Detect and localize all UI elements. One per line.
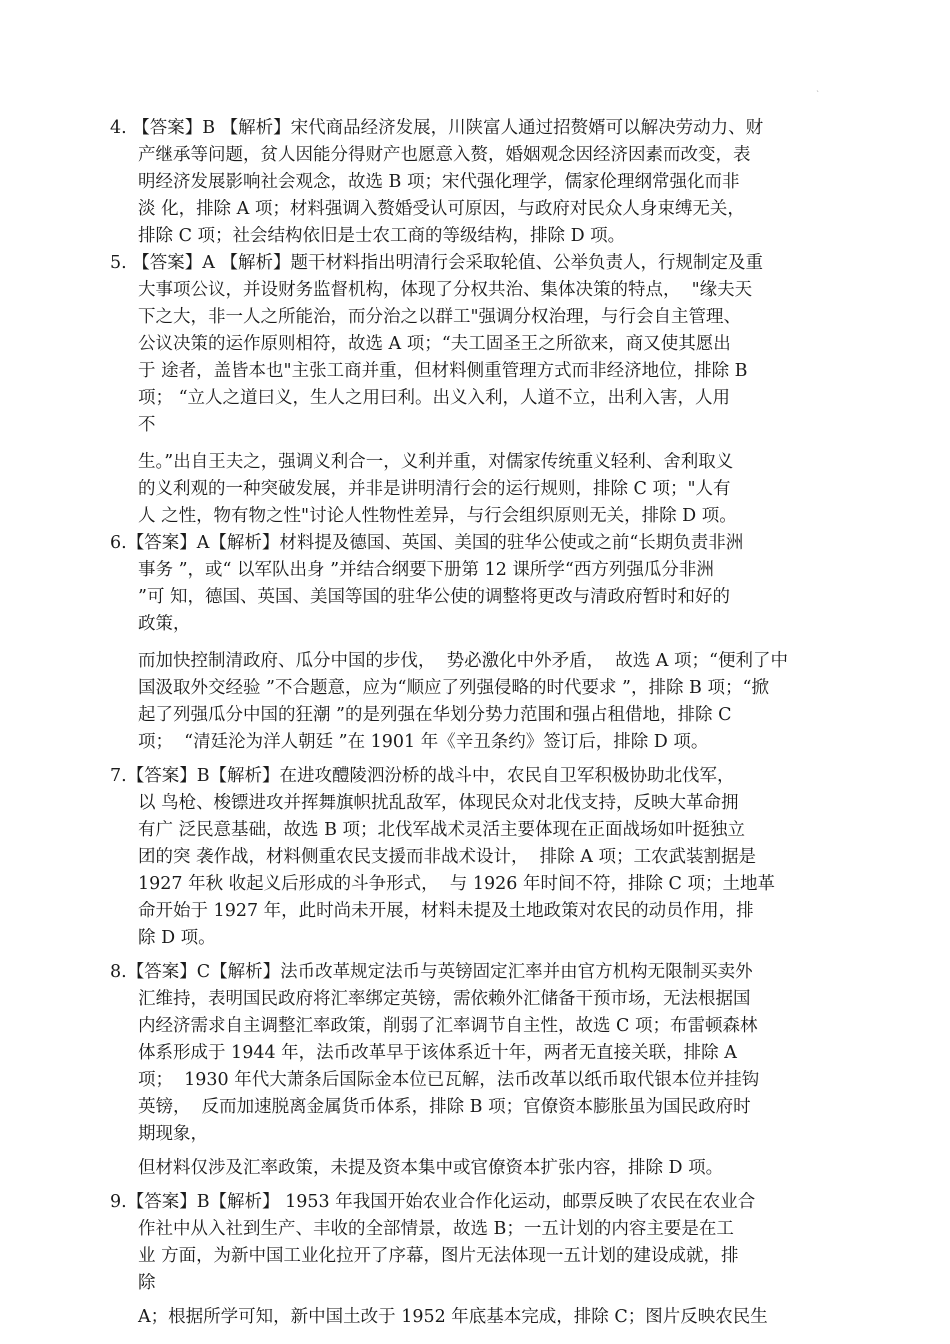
- text-line: 4. 【答案】B 【解析】宋代商品经济发展，川陕富人通过招赘婿可以解决劳动力、财: [110, 118, 764, 138]
- text-line: 内经济需求自主调整汇率政策，削弱了汇率调节自主性，故选 C 项；布雷顿森林: [138, 1016, 758, 1036]
- text-line: 除 D 项。: [138, 928, 216, 948]
- text-line: 以 鸟枪、梭镖进攻并挥舞旗帜扰乱敌军，体现民众对北伐支持，反映大革命拥: [138, 793, 739, 813]
- text-line: 5. 【答案】A 【解析】题干材料指出明清行会采取轮值、公举负责人，行规制定及重: [110, 253, 763, 273]
- text-line: 明经济发展影响社会观念，故选 B 项；宋代强化理学，儒家伦理纲常强化而非: [138, 172, 740, 192]
- text-line: 事务 ”，或“ 以军队出身 ”并结合纲要下册第 12 课所学“西方列强瓜分非洲: [138, 560, 714, 580]
- text-line: 9.【答案】B【解析】 1953 年我国开始农业合作化运动，邮票反映了农民在农业合: [110, 1192, 756, 1212]
- text-line: 命开始于 1927 年，此时尚未开展，材料未提及土地政策对农民的动员作用，排: [138, 901, 754, 921]
- text-line: 公议决策的运作原则相符，故选 A 项；“夫工固圣王之所欲来，商又使其愿出: [138, 334, 731, 354]
- text-line: 项； “清廷沦为洋人朝廷 ”在 1901 年《辛丑条约》签订后，排除 D 项。: [138, 732, 709, 752]
- text-line: 政策，: [138, 614, 191, 634]
- text-line: 7.【答案】B【解析】在进攻醴陵泗汾桥的战斗中，农民自卫军积极协助北伐军，: [110, 766, 735, 786]
- text-line: 淡 化，排除 A 项；材料强调入赘婚受认可原因，与政府对民众人身束缚无关，: [138, 199, 745, 219]
- text-line: 英镑， 反而加速脱离金属货币体系，排除 B 项；官僚资本膨胀虽为国民政府时: [138, 1097, 751, 1117]
- text-line: 团的突 袭作战，材料侧重农民支援而非战术设计， 排除 A 项；工农武装割据是: [138, 847, 756, 867]
- text-line: 期现象，: [138, 1124, 208, 1144]
- text-line: 汇维持，表明国民政府将汇率绑定英镑，需依赖外汇储备干预市场，无法根据国: [138, 989, 751, 1009]
- text-line: 体系形成于 1944 年，法币改革早于该体系近十年，两者无直接关联，排除 A: [138, 1043, 737, 1063]
- text-line: 项； 1930 年代大萧条后国际金本位已瓦解，法币改革以纸币取代银本位并挂钩: [138, 1070, 760, 1090]
- text-line: 项； “立人之道曰义，生人之用曰利。出义入利，人道不立，出利入害，人用: [138, 388, 731, 408]
- text-line: 生。”出自王夫之，强调义利合一，义利并重，对儒家传统重义轻利、舍利取义: [138, 452, 734, 472]
- text-line: 6.【答案】A【解析】材料提及德国、英国、美国的驻华公使或之前“长期负责非洲: [110, 533, 744, 553]
- text-line: ”可 知，德国、英国、美国等国的驻华公使的调整将更改与清政府暂时和好的: [138, 587, 731, 607]
- text-line: 但材料仅涉及汇率政策，未提及资本集中或官僚资本扩张内容，排除 D 项。: [138, 1158, 724, 1178]
- text-line: 于 途者，盖皆本也"主张工商并重，但材料侧重管理方式而非经济地位，排除 B: [138, 361, 748, 381]
- text-line: 的义利观的一种突破发展，并非是讲明清行会的运行规则，排除 C 项；"人有: [138, 479, 731, 499]
- text-line: 下之大，非一人之所能治，而分治之以群工"强调分权治理，与行会自主管理、: [138, 307, 742, 327]
- text-line: 1927 年秋 收起义后形成的斗争形式， 与 1926 年时间不符，排除 C 项；土地革: [138, 874, 775, 894]
- text-line: 产继承等问题，贫人因能分得财产也愿意入赘，婚姻观念因经济因素而改变，表: [138, 145, 751, 165]
- text-line: 而加快控制清政府、瓜分中国的步伐， 势必激化中外矛盾， 故选 A 项；“便利了中: [138, 651, 788, 671]
- text-line: 不: [138, 415, 156, 435]
- text-line: 起了列强瓜分中国的狂潮 ”的是列强在华划分势力范围和强占租借地，排除 C: [138, 705, 732, 725]
- corner-mark: `: [816, 90, 820, 99]
- text-line: 有广 泛民意基础，故选 B 项；北伐军战术灵活主要体现在正面战场如叶挺独立: [138, 820, 746, 840]
- text-line: 排除 C 项；社会结构依旧是士农工商的等级结构，排除 D 项。: [138, 226, 626, 246]
- text-line: 8.【答案】C【解析】法币改革规定法币与英镑固定汇率并由官方机构无限制买卖外: [110, 962, 753, 982]
- text-line: 业 方面，为新中国工业化拉开了序幕，图片无法体现一五计划的建设成就，排: [138, 1246, 739, 1266]
- text-line: A；根据所学可知，新中国土改于 1952 年底基本完成，排除 C；图片反映农民生: [138, 1307, 768, 1327]
- text-line: 人 之性，物有物之性"讨论人性物性差异，与行会组织原则无关，排除 D 项。: [138, 506, 737, 526]
- text-line: 除: [138, 1273, 156, 1293]
- text-line: 大事项公议，并设财务监督机构，体现了分权共治、集体决策的特点， "缘夫天: [138, 280, 753, 300]
- text-line: 国汲取外交经验 ”不合题意，应为“顺应了列强侵略的时代要求 ”，排除 B 项；“掀: [138, 678, 769, 698]
- text-line: 作社中从入社到生产、丰收的全部情景，故选 B；一五计划的内容主要是在工: [138, 1219, 734, 1239]
